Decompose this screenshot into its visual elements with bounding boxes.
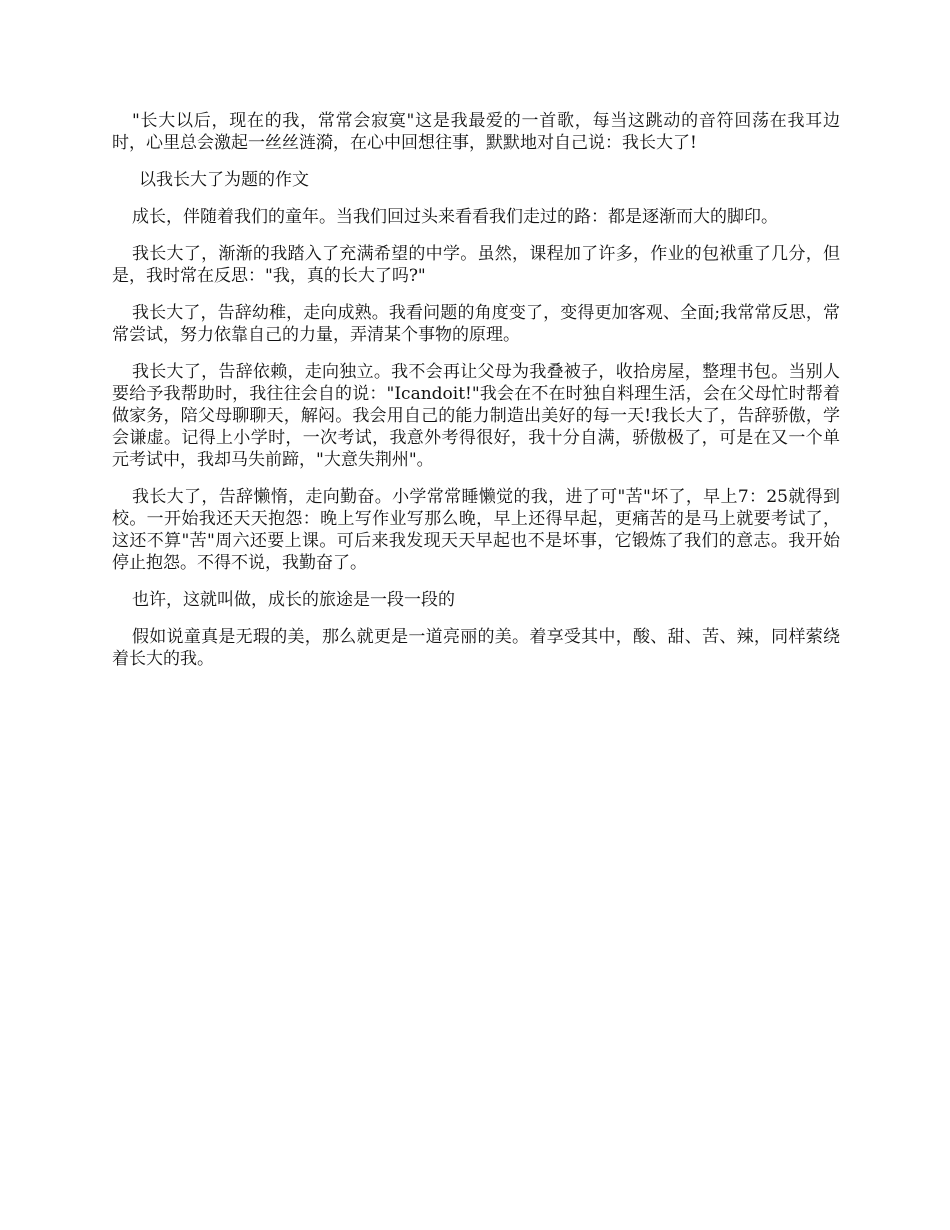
paragraph-independence: 我长大了，告辞依赖，走向独立。我不会再让父母为我叠被子，收拾房屋，整理书包。当别人要给予我帮助时，我往往会自的说："Icandoit!"我会在不在时独自料理生活，会在父母忙时帮着做家务，陪父母聊聊天，解闷。我会用自己的能力制造出美好的每一天!我长大了，告辞骄傲，学会谦虚。记得上小学时，一次考试，我意外考得很好，我十分自满，骄傲极了，可是在又一个单元考试中，我却马失前蹄，"大意失荆州"。: [112, 362, 840, 470]
paragraph-growth: 成长，伴随着我们的童年。当我们回过头来看看我们走过的路：都是逐渐而大的脚印。: [132, 207, 778, 227]
paragraph-middle-school: 我长大了，渐渐的我踏入了充满希望的中学。虽然，课程加了许多，作业的包袱重了几分，但是，我时常在反思："我，真的长大了吗?": [112, 244, 840, 286]
paragraph-journey: 也许，这就叫做，成长的旅途是一段一段的: [132, 590, 455, 610]
paragraph-intro: "长大以后，现在的我，常常会寂寞"这是我最爱的一首歌，每当这跳动的音符回荡在我耳边时，心里总会激起一丝丝涟漪，在心中回想往事，默默地对自己说：我长大了!: [112, 111, 840, 153]
essay-title: 以我长大了为题的作文: [139, 170, 309, 190]
paragraph-maturity: 我长大了，告辞幼稚，走向成熟。我看问题的角度变了，变得更加客观、全面;我常常反思，常常尝试，努力依靠自己的力量，弄清某个事物的原理。: [112, 303, 840, 345]
paragraph-conclusion: 假如说童真是无瑕的美，那么就更是一道亮丽的美。着享受其中，酸、甜、苦、辣，同样萦绕着长大的我。: [112, 627, 840, 669]
paragraph-diligence: 我长大了，告辞懒惰，走向勤奋。小学常常睡懒觉的我，进了可"苦"坏了，早上7：25就得到校。一开始我还天天抱怨：晚上写作业写那么晚，早上还得早起，更痛苦的是马上就要考试了，这还不算"苦"周六还要上课。可后来我发现天天早起也不是坏事，它锻炼了我们的意志。我开始停止抱怨。不得不说，我勤奋了。: [112, 487, 840, 573]
document-body: [112, 110, 840, 685]
